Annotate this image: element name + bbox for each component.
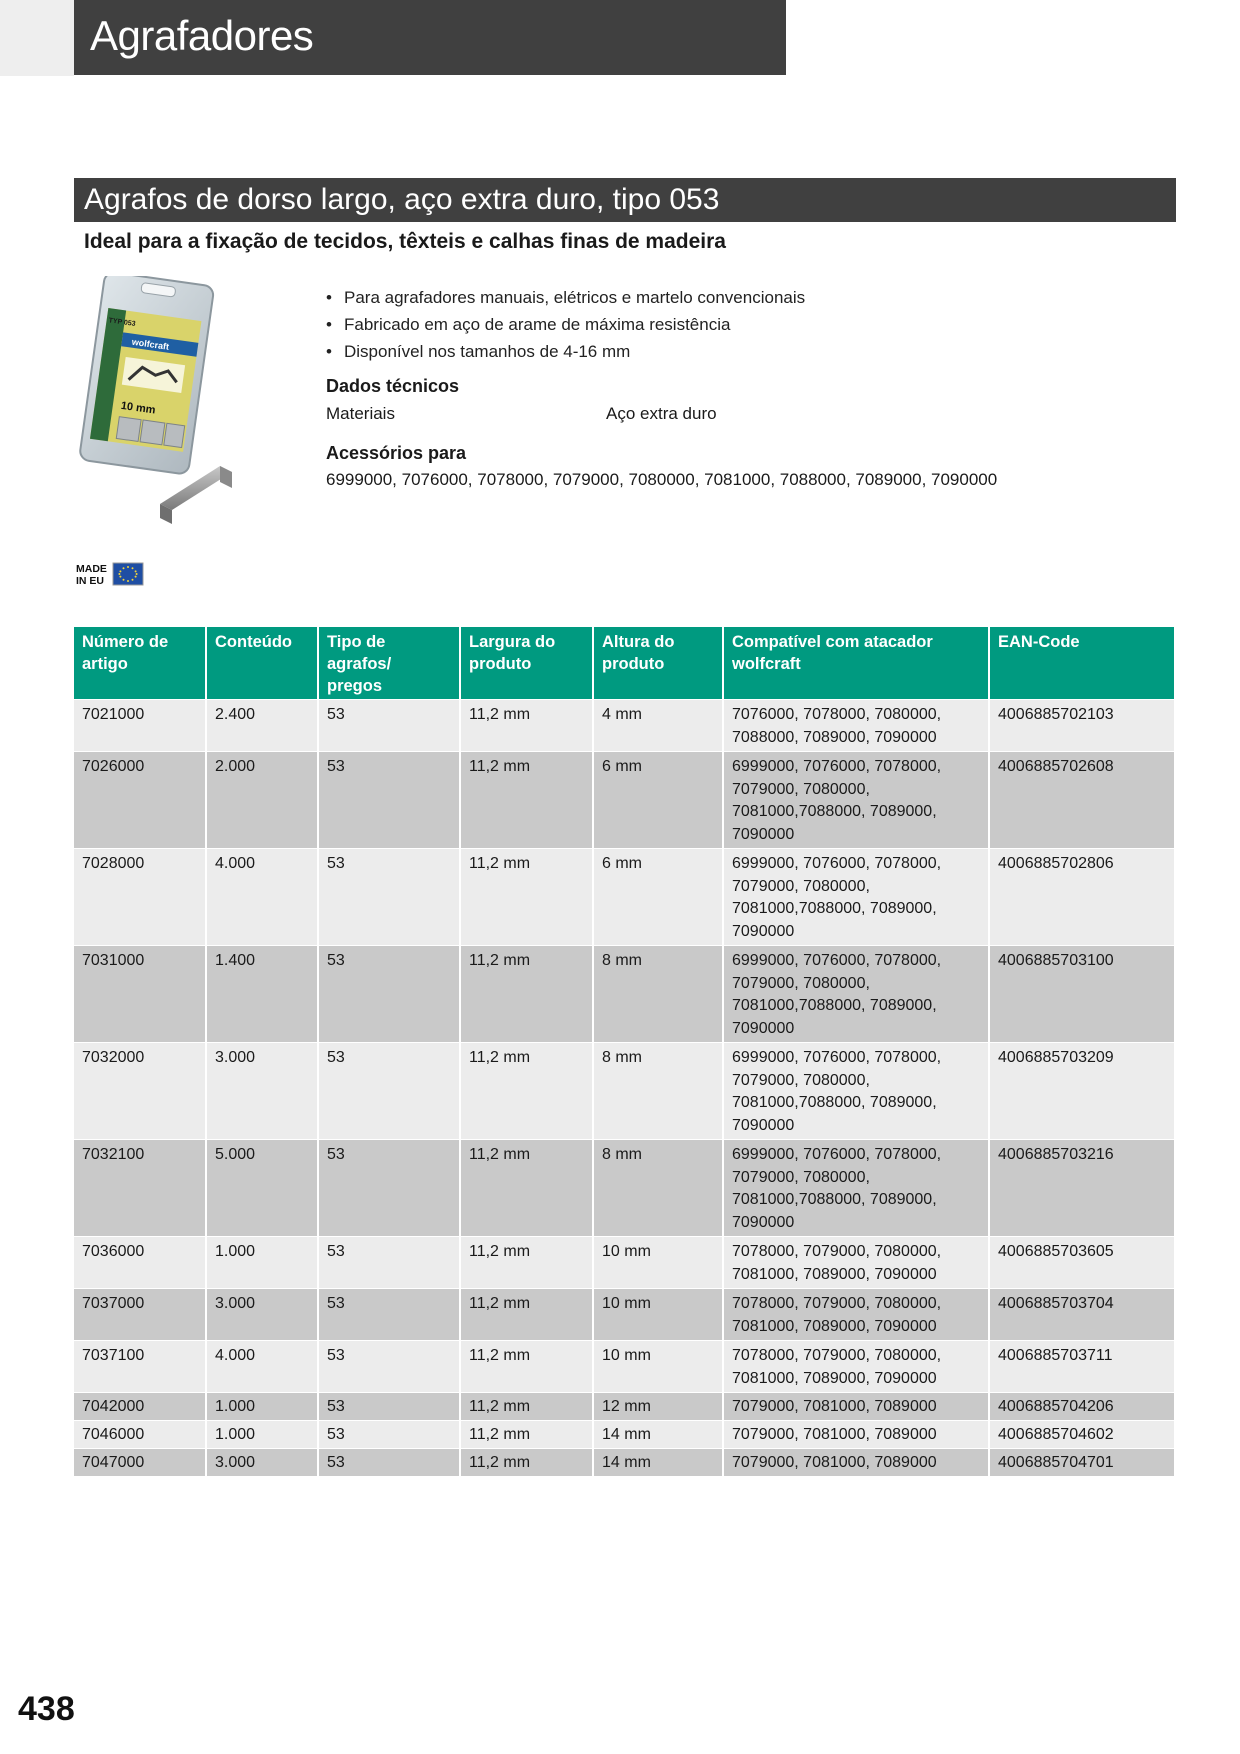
table-row bbox=[74, 1393, 1174, 1421]
cell-altura: 12 mm bbox=[593, 1393, 723, 1421]
cell-ean: 4006885702608 bbox=[989, 752, 1174, 849]
cell-conteudo: 4.000 bbox=[206, 1341, 318, 1393]
table-row bbox=[74, 752, 1174, 849]
cell-tipo: 53 bbox=[318, 1043, 460, 1140]
cell-ean: 4006885702806 bbox=[989, 849, 1174, 946]
cell-conteudo: 3.000 bbox=[206, 1449, 318, 1477]
table-row bbox=[74, 1449, 1174, 1477]
package-brand: wolfcraft bbox=[131, 336, 170, 352]
cell-altura: 10 mm bbox=[593, 1237, 723, 1289]
table-row bbox=[74, 1237, 1174, 1289]
cell-conteudo: 3.000 bbox=[206, 1043, 318, 1140]
cell-altura: 14 mm bbox=[593, 1449, 723, 1477]
cell-altura: 14 mm bbox=[593, 1421, 723, 1449]
cell-ean: 4006885703711 bbox=[989, 1341, 1174, 1393]
cell-conteudo: 2.000 bbox=[206, 752, 318, 849]
cell-compativel: 7079000, 7081000, 7089000 bbox=[723, 1393, 989, 1421]
page-number: 438 bbox=[18, 1690, 75, 1728]
product-table bbox=[74, 627, 1174, 1477]
bullet-icon: • bbox=[326, 315, 332, 334]
section-header bbox=[74, 178, 1176, 222]
column-header-altura: Altura do produto bbox=[593, 627, 723, 700]
cell-conteudo: 5.000 bbox=[206, 1140, 318, 1237]
cell-artigo: 7036000 bbox=[74, 1237, 206, 1289]
column-header-tipo: Tipo de agrafos/ pregos bbox=[318, 627, 460, 700]
cell-artigo: 7037100 bbox=[74, 1341, 206, 1393]
cell-tipo: 53 bbox=[318, 1289, 460, 1341]
bullet-icon: • bbox=[326, 288, 332, 307]
cell-conteudo: 4.000 bbox=[206, 849, 318, 946]
page-title: Agrafadores bbox=[90, 12, 314, 59]
cell-altura: 10 mm bbox=[593, 1289, 723, 1341]
table-row bbox=[74, 849, 1174, 946]
table-row bbox=[74, 1140, 1174, 1237]
cell-largura: 11,2 mm bbox=[460, 1289, 593, 1341]
cell-compativel: 7078000, 7079000, 7080000, 7081000, 7089000, 7090000 bbox=[723, 1237, 989, 1289]
cell-ean: 4006885704701 bbox=[989, 1449, 1174, 1477]
column-header-largura: Largura do produto bbox=[460, 627, 593, 700]
cell-largura: 11,2 mm bbox=[460, 1140, 593, 1237]
cell-compativel: 6999000, 7076000, 7078000, 7079000, 7080000, 7081000,7088000, 7089000, 7090000 bbox=[723, 752, 989, 849]
cell-largura: 11,2 mm bbox=[460, 946, 593, 1043]
badge-text-line2: IN EU bbox=[76, 575, 105, 587]
cell-ean: 4006885703216 bbox=[989, 1140, 1174, 1237]
cell-tipo: 53 bbox=[318, 1449, 460, 1477]
section-title: Agrafos de dorso largo, aço extra duro, tipo 053 bbox=[84, 183, 720, 216]
feature-item: • Disponível nos tamanhos de 4-16 mm bbox=[326, 338, 805, 365]
cell-largura: 11,2 mm bbox=[460, 849, 593, 946]
technical-material-value: Aço extra duro bbox=[606, 404, 717, 423]
cell-altura: 8 mm bbox=[593, 946, 723, 1043]
technical-data-title: Dados técnicos bbox=[326, 376, 460, 396]
cell-altura: 8 mm bbox=[593, 1043, 723, 1140]
cell-ean: 4006885703209 bbox=[989, 1043, 1174, 1140]
cell-tipo: 53 bbox=[318, 752, 460, 849]
cell-largura: 11,2 mm bbox=[460, 1393, 593, 1421]
technical-material-label: Materiais bbox=[326, 404, 395, 423]
section-subtitle: Ideal para a fixação de tecidos, têxteis e calhas finas de madeira bbox=[84, 230, 726, 253]
cell-conteudo: 1.000 bbox=[206, 1421, 318, 1449]
product-image bbox=[70, 276, 260, 536]
table-row bbox=[74, 700, 1174, 752]
cell-artigo: 7042000 bbox=[74, 1393, 206, 1421]
cell-artigo: 7026000 bbox=[74, 752, 206, 849]
cell-largura: 11,2 mm bbox=[460, 752, 593, 849]
cell-ean: 4006885704206 bbox=[989, 1393, 1174, 1421]
cell-compativel: 7078000, 7079000, 7080000, 7081000, 7089000, 7090000 bbox=[723, 1341, 989, 1393]
cell-artigo: 7046000 bbox=[74, 1421, 206, 1449]
cell-tipo: 53 bbox=[318, 946, 460, 1043]
cell-artigo: 7028000 bbox=[74, 849, 206, 946]
header-side-strip bbox=[0, 0, 74, 76]
cell-tipo: 53 bbox=[318, 1393, 460, 1421]
cell-ean: 4006885704602 bbox=[989, 1421, 1174, 1449]
cell-compativel: 7078000, 7079000, 7080000, 7081000, 7089000, 7090000 bbox=[723, 1289, 989, 1341]
cell-tipo: 53 bbox=[318, 1421, 460, 1449]
page-header bbox=[74, 0, 786, 75]
cell-ean: 4006885703100 bbox=[989, 946, 1174, 1043]
cell-altura: 6 mm bbox=[593, 849, 723, 946]
column-header-conteudo: Conteúdo bbox=[206, 627, 318, 700]
table-row bbox=[74, 946, 1174, 1043]
cell-largura: 11,2 mm bbox=[460, 1421, 593, 1449]
cell-altura: 8 mm bbox=[593, 1140, 723, 1237]
cell-compativel: 7079000, 7081000, 7089000 bbox=[723, 1421, 989, 1449]
column-header-artigo: Número de artigo bbox=[74, 627, 206, 700]
cell-conteudo: 1.000 bbox=[206, 1237, 318, 1289]
column-header-compativel: Compatível com atacador wolfcraft bbox=[723, 627, 989, 700]
cell-compativel: 7076000, 7078000, 7080000, 7088000, 7089000, 7090000 bbox=[723, 700, 989, 752]
cell-tipo: 53 bbox=[318, 700, 460, 752]
cell-compativel: 6999000, 7076000, 7078000, 7079000, 7080000, 7081000,7088000, 7089000, 7090000 bbox=[723, 1043, 989, 1140]
badge-text-line1: MADE bbox=[76, 563, 107, 575]
feature-item: • Para agrafadores manuais, elétricos e martelo convencionais bbox=[326, 284, 805, 311]
bullet-icon: • bbox=[326, 342, 332, 361]
made-in-eu-badge bbox=[75, 561, 145, 587]
cell-compativel: 6999000, 7076000, 7078000, 7079000, 7080000, 7081000,7088000, 7089000, 7090000 bbox=[723, 849, 989, 946]
staple-strip bbox=[160, 466, 232, 524]
table-row bbox=[74, 1043, 1174, 1140]
feature-item: • Fabricado em aço de arame de máxima resistência bbox=[326, 311, 805, 338]
cell-tipo: 53 bbox=[318, 1140, 460, 1237]
feature-list bbox=[326, 284, 805, 365]
accessories-list: 6999000, 7076000, 7078000, 7079000, 7080000, 7081000, 7088000, 7089000, 7090000 bbox=[326, 470, 998, 489]
cell-ean: 4006885702103 bbox=[989, 700, 1174, 752]
cell-artigo: 7037000 bbox=[74, 1289, 206, 1341]
cell-artigo: 7032000 bbox=[74, 1043, 206, 1140]
cell-altura: 6 mm bbox=[593, 752, 723, 849]
table-header-row bbox=[74, 627, 1174, 700]
cell-tipo: 53 bbox=[318, 849, 460, 946]
table-row bbox=[74, 1341, 1174, 1393]
table-row bbox=[74, 1289, 1174, 1341]
cell-largura: 11,2 mm bbox=[460, 1237, 593, 1289]
cell-largura: 11,2 mm bbox=[460, 1043, 593, 1140]
accessories-title: Acessórios para bbox=[326, 443, 467, 463]
cell-compativel: 6999000, 7076000, 7078000, 7079000, 7080000, 7081000,7088000, 7089000, 7090000 bbox=[723, 1140, 989, 1237]
cell-compativel: 7079000, 7081000, 7089000 bbox=[723, 1449, 989, 1477]
cell-compativel: 6999000, 7076000, 7078000, 7079000, 7080000, 7081000,7088000, 7089000, 7090000 bbox=[723, 946, 989, 1043]
cell-artigo: 7031000 bbox=[74, 946, 206, 1043]
column-header-ean: EAN-Code bbox=[989, 627, 1174, 700]
cell-altura: 4 mm bbox=[593, 700, 723, 752]
cell-artigo: 7021000 bbox=[74, 700, 206, 752]
table-row bbox=[74, 1421, 1174, 1449]
cell-ean: 4006885703605 bbox=[989, 1237, 1174, 1289]
cell-altura: 10 mm bbox=[593, 1341, 723, 1393]
cell-tipo: 53 bbox=[318, 1341, 460, 1393]
cell-artigo: 7032100 bbox=[74, 1140, 206, 1237]
cell-largura: 11,2 mm bbox=[460, 1449, 593, 1477]
cell-conteudo: 2.400 bbox=[206, 700, 318, 752]
cell-tipo: 53 bbox=[318, 1237, 460, 1289]
cell-conteudo: 1.000 bbox=[206, 1393, 318, 1421]
cell-conteudo: 3.000 bbox=[206, 1289, 318, 1341]
package-type: TYP 053 bbox=[108, 317, 136, 328]
cell-artigo: 7047000 bbox=[74, 1449, 206, 1477]
cell-largura: 11,2 mm bbox=[460, 700, 593, 752]
cell-largura: 11,2 mm bbox=[460, 1341, 593, 1393]
cell-ean: 4006885703704 bbox=[989, 1289, 1174, 1341]
package-size: 10 mm bbox=[120, 399, 157, 417]
cell-conteudo: 1.400 bbox=[206, 946, 318, 1043]
